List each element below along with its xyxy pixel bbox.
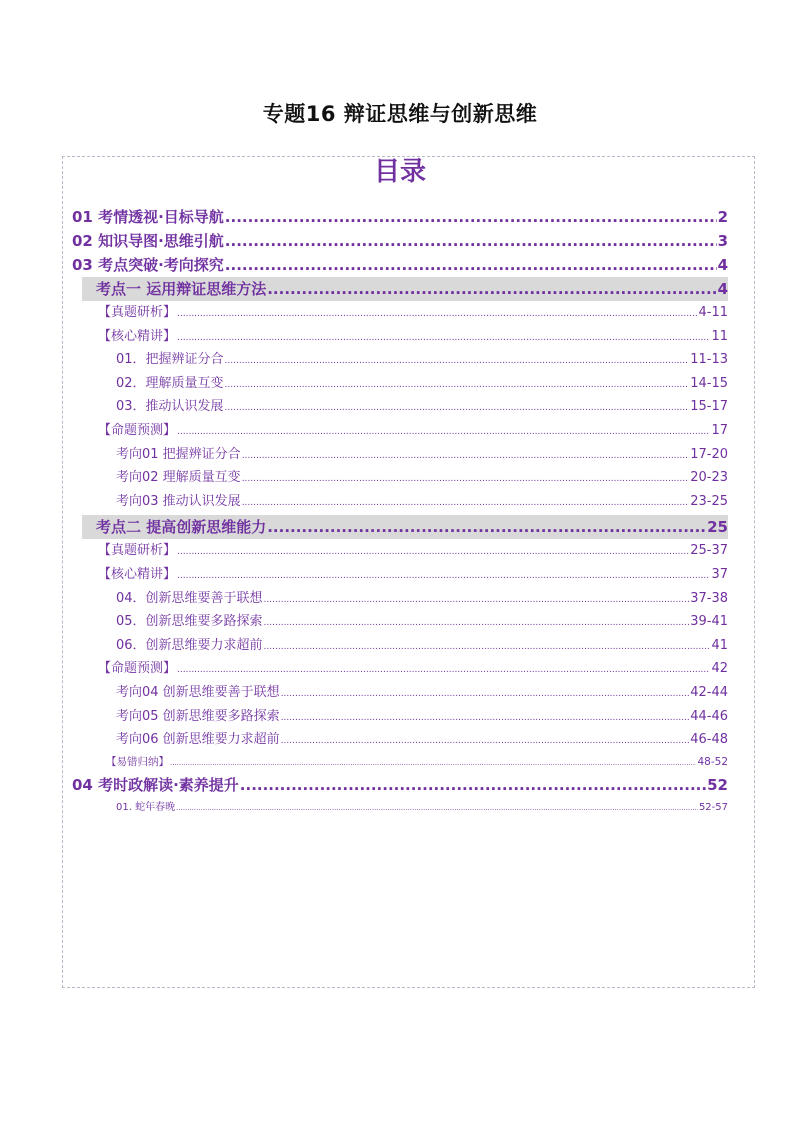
toc-entry-page-number: 41 <box>711 637 728 653</box>
toc-dot-leader <box>225 205 717 229</box>
toc-dot-leader <box>240 773 706 797</box>
toc-entry-label: 01 考情透视·目标导航 <box>72 208 224 226</box>
toc-entry-page-number: 52 <box>707 775 728 794</box>
toc-entry-label: 03．推动认识发展 <box>116 399 224 415</box>
toc-entry-label: 考点一 运用辩证思维方法 <box>96 280 267 298</box>
toc-entry-page-number: 23-25 <box>690 493 728 509</box>
toc-entry-page-number: 14-15 <box>690 375 728 391</box>
toc-dot-leader <box>264 610 690 636</box>
toc-entry-page-number: 42 <box>711 661 728 677</box>
toc-entry-page-number: 20-23 <box>690 470 728 486</box>
toc-entry-label: 考向03 推动认识发展 <box>116 493 241 509</box>
toc-entry-page-number: 37 <box>711 566 728 582</box>
toc-entry[interactable] <box>72 773 728 797</box>
toc-dot-leader <box>264 634 711 660</box>
toc-entry[interactable] <box>72 752 728 773</box>
toc-entry-page-number: 25-37 <box>690 543 728 559</box>
toc-dot-leader <box>177 419 710 445</box>
toc-entry[interactable] <box>72 348 728 372</box>
toc-dot-leader <box>170 752 696 774</box>
toc-entry-label: 01. 蛇年春晚 <box>116 801 176 813</box>
toc-entry[interactable] <box>72 253 728 277</box>
toc-heading: 目录 <box>373 157 426 187</box>
toc-entry[interactable] <box>72 419 728 443</box>
toc-dot-leader <box>242 490 690 516</box>
toc-dot-leader <box>225 229 717 253</box>
toc-entry-label: 考向05 创新思维要多路探索 <box>116 708 280 724</box>
toc-entry-label: 【命题预测】 <box>98 661 177 677</box>
toc-entry-label: 04 考时政解读·素养提升 <box>72 775 239 794</box>
document-title: 专题16 辩证思维与创新思维 <box>262 102 538 126</box>
toc-entry[interactable] <box>72 443 728 467</box>
toc-dot-leader <box>242 466 690 492</box>
toc-entry-label: 考向04 创新思维要善于联想 <box>116 684 280 700</box>
toc-dot-leader <box>281 705 690 731</box>
toc-entry[interactable] <box>72 205 728 229</box>
toc-entry-page-number: 42-44 <box>690 684 728 700</box>
toc-dot-leader <box>225 253 717 277</box>
toc-entry-label: 02．理解质量互变 <box>116 375 224 391</box>
toc-dot-leader <box>267 515 706 539</box>
toc-list <box>72 205 728 818</box>
toc-entry-label: 03 考点突破·考向探究 <box>72 256 224 274</box>
toc-entry-label: 考向06 创新思维要力求超前 <box>116 732 280 748</box>
toc-dot-leader <box>264 587 690 613</box>
toc-entry[interactable] <box>72 395 728 419</box>
toc-entry-label: 01．把握辨证分合 <box>116 352 224 368</box>
toc-dot-leader <box>281 681 690 707</box>
toc-entry-page-number: 46-48 <box>690 732 728 748</box>
toc-entry-label: 【命题预测】 <box>98 422 177 438</box>
toc-entry[interactable] <box>72 372 728 396</box>
toc-dot-leader <box>225 348 690 374</box>
toc-dot-leader <box>242 443 690 469</box>
toc-entry[interactable] <box>72 587 728 611</box>
toc-entry-label: 考点二 提高创新思维能力 <box>96 518 267 537</box>
toc-entry-label: 考向01 把握辨证分合 <box>116 446 241 462</box>
toc-entry[interactable] <box>72 490 728 514</box>
toc-entry-label: 04．创新思维要善于联想 <box>116 590 263 606</box>
toc-entry-page-number: 11 <box>711 328 728 344</box>
toc-entry-page-number: 15-17 <box>690 399 728 415</box>
toc-dot-leader <box>281 728 690 754</box>
toc-entry[interactable] <box>72 563 728 587</box>
toc-entry-label: 05．创新思维要多路探索 <box>116 614 263 630</box>
toc-entry[interactable] <box>72 657 728 681</box>
toc-entry[interactable] <box>72 229 728 253</box>
toc-entry-page-number: 48-52 <box>697 755 728 768</box>
toc-entry-page-number: 4 <box>717 280 728 298</box>
toc-entry[interactable] <box>72 705 728 729</box>
toc-dot-leader <box>177 657 710 683</box>
toc-entry-page-number: 37-38 <box>690 590 728 606</box>
toc-entry[interactable] <box>72 728 728 752</box>
toc-entry-label: 【核心精讲】 <box>98 566 177 582</box>
toc-entry-page-number: 44-46 <box>690 708 728 724</box>
toc-dot-leader <box>177 539 689 565</box>
toc-entry[interactable] <box>82 277 728 301</box>
toc-entry[interactable] <box>72 539 728 563</box>
toc-entry-page-number: 17-20 <box>690 446 728 462</box>
toc-dot-leader <box>225 395 690 421</box>
toc-dot-leader <box>267 277 716 301</box>
toc-entry[interactable] <box>82 515 728 539</box>
toc-dot-leader <box>225 372 690 398</box>
toc-entry-label: 06．创新思维要力求超前 <box>116 637 263 653</box>
toc-entry[interactable] <box>72 325 728 349</box>
toc-entry[interactable] <box>72 634 728 658</box>
toc-entry-page-number: 17 <box>711 422 728 438</box>
toc-entry-label: 02 知识导图·思维引航 <box>72 232 224 250</box>
toc-entry-label: 【真题研析】 <box>98 543 177 559</box>
toc-entry-page-number: 11-13 <box>690 352 728 368</box>
toc-entry-page-number: 3 <box>717 232 728 250</box>
toc-entry[interactable] <box>72 466 728 490</box>
toc-entry-label: 【核心精讲】 <box>98 328 177 344</box>
toc-entry-page-number: 25 <box>707 518 728 537</box>
toc-dot-leader <box>176 797 698 819</box>
toc-entry-label: 考向02 理解质量互变 <box>116 470 241 486</box>
toc-entry-page-number: 4-11 <box>698 305 728 320</box>
toc-dot-leader <box>177 301 697 327</box>
toc-dot-leader <box>177 325 710 351</box>
toc-entry[interactable] <box>72 610 728 634</box>
toc-entry-page-number: 52-57 <box>698 801 728 813</box>
toc-entry-page-number: 39-41 <box>690 614 728 630</box>
toc-entry[interactable] <box>72 301 728 325</box>
toc-entry-label: 【真题研析】 <box>98 305 177 320</box>
toc-entry[interactable] <box>72 797 728 818</box>
toc-dot-leader <box>177 563 710 589</box>
toc-entry-label: 【易错归纳】 <box>106 755 169 768</box>
toc-entry[interactable] <box>72 681 728 705</box>
toc-entry-page-number: 4 <box>717 256 728 274</box>
toc-entry-page-number: 2 <box>717 208 728 226</box>
